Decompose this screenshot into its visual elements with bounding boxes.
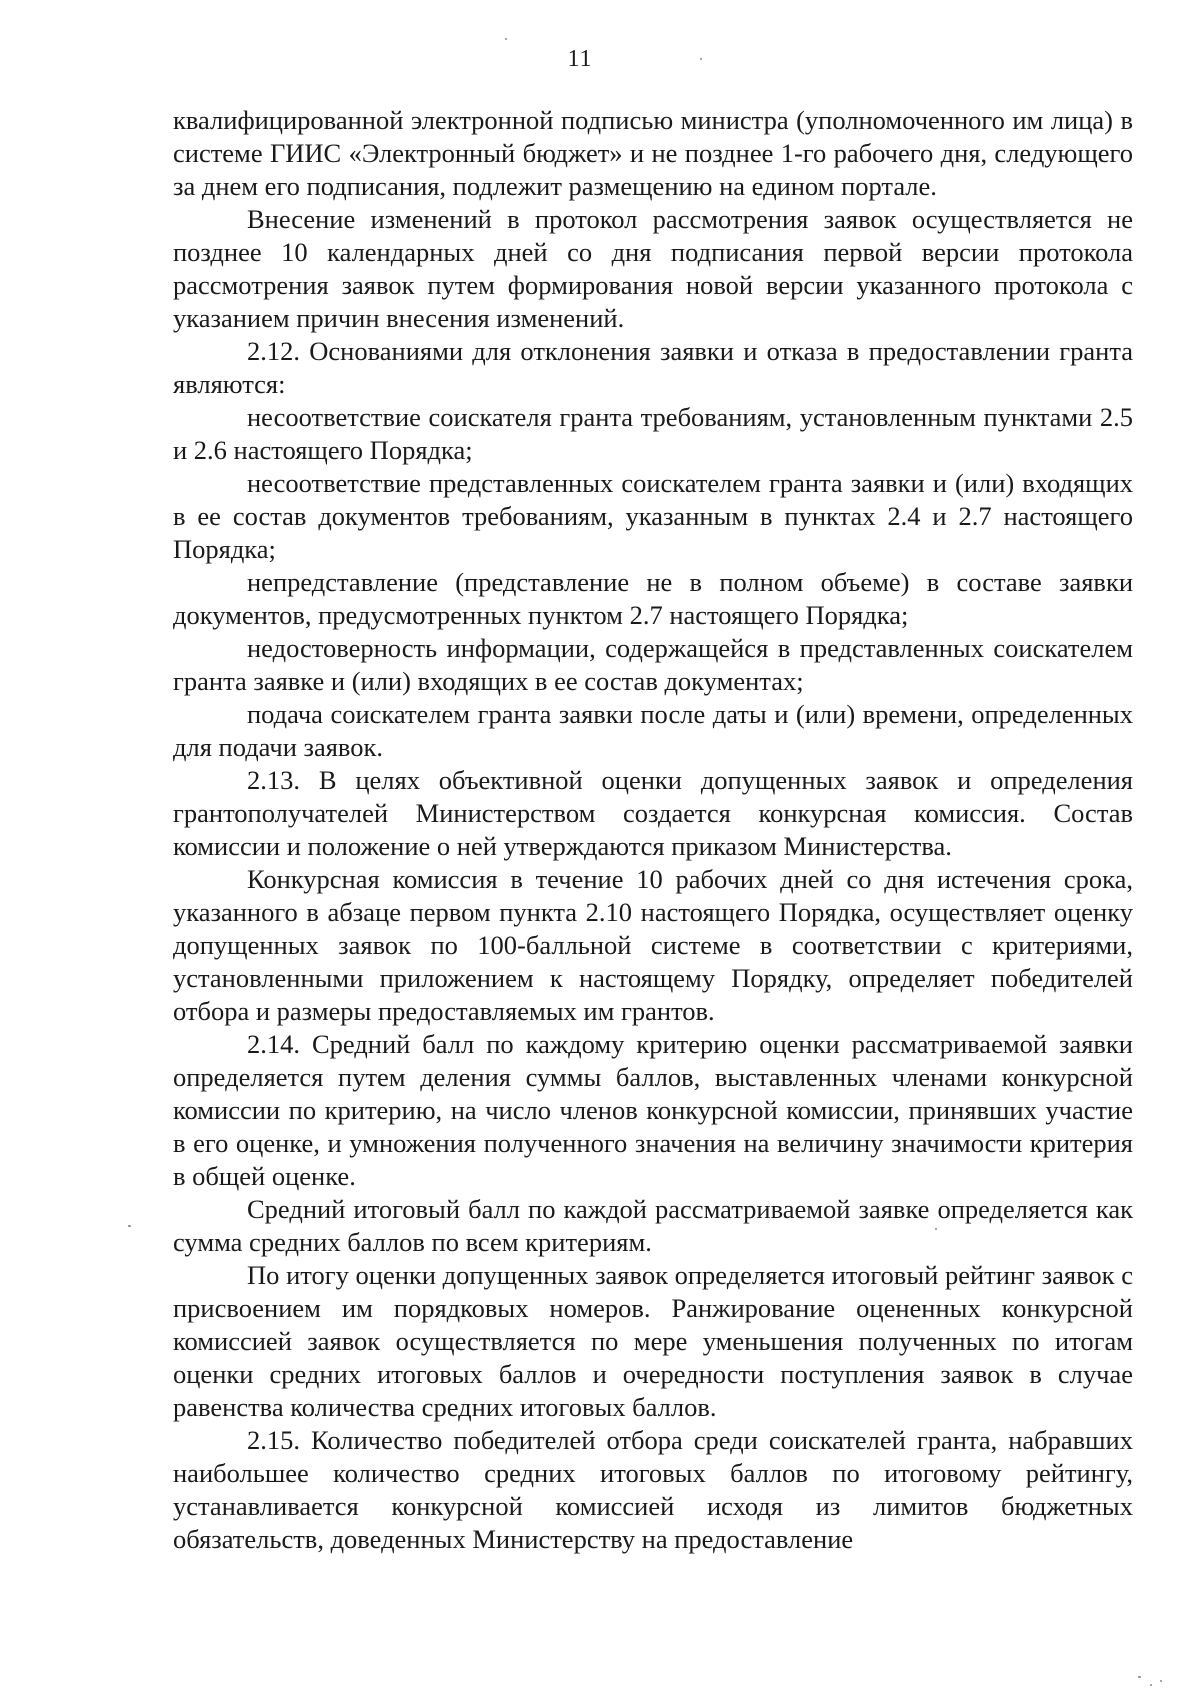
scan-speck <box>1138 1676 1141 1678</box>
paragraph-2-14: 2.14. Средний балл по каждому критерию оценки рассматриваемой заявки определяется путем деления суммы баллов, выставленных членами конкурсной комиссии по критерию, на число членов конкурсной комиссии, принявших участие в его оценке, и умножения полученного значения на величину значимости критерия в общей оценке. <box>173 1029 1133 1191</box>
rejection-ground-3: непредставление (представление не в полном объеме) в составе заявки документов, предусмотренных пунктом 2.7 настоящего Порядка; <box>173 567 1133 630</box>
document-body <box>173 104 1133 1556</box>
paragraph-2-15: 2.15. Количество победителей отбора среди соискателей гранта, набравших наибольшее количество средних итоговых баллов по итоговому рейтингу, устанавливается конкурсной комиссией исходя из лимитов бюджетных обязательств, доведенных Министерству на предоставление <box>173 1425 1133 1554</box>
paragraph-protocol-changes: Внесение изменений в протокол рассмотрения заявок осуществляется не позднее 10 календарных дней со дня подписания первой версии протокола рассмотрения заявок путем формирования новой версии указанного протокола с указанием причин внесения изменений. <box>173 204 1133 333</box>
rejection-ground-5: подача соискателем гранта заявки после даты и (или) времени, определенных для подачи заявок. <box>173 699 1133 762</box>
scan-speck <box>505 38 507 40</box>
rejection-ground-2: несоответствие представленных соискателем гранта заявки и (или) входящих в ее состав документов требованиям, указанным в пунктах 2.4 и 2.7 настоящего Порядка; <box>173 468 1133 564</box>
rejection-ground-4: недостоверность информации, содержащейся в представленных соискателем гранта заявке и (или) входящих в ее состав документах; <box>173 633 1133 696</box>
page-number: 11 <box>567 46 593 72</box>
scan-speck <box>700 58 702 60</box>
paragraph-2-12: 2.12. Основаниями для отклонения заявки и отказа в предоставлении гранта являются: <box>173 336 1133 399</box>
paragraph-average-total-score: Средний итоговый балл по каждой рассматриваемой заявке определяется как сумма средних баллов по всем критериям. <box>173 1194 1133 1257</box>
rejection-ground-1: несоответствие соискателя гранта требованиям, установленным пунктами 2.5 и 2.6 настоящего Порядка; <box>173 402 1133 465</box>
scan-speck <box>1160 1680 1162 1682</box>
paragraph-2-13: 2.13. В целях объективной оценки допущенных заявок и определения грантополучателей Министерством создается конкурсная комиссия. Состав комиссии и положение о ней утверждаются приказом Министерства. <box>173 765 1133 861</box>
paragraph-commission-evaluation: Конкурсная комиссия в течение 10 рабочих дней со дня истечения срока, указанного в абзаце первом пункта 2.10 настоящего Порядка, осуществляет оценку допущенных заявок по 100-балльной системе в соответствии с критериями, установленными приложением к настоящему Порядку, определяет победителей отбора и размеры предоставляемых им грантов. <box>173 864 1133 1026</box>
paragraph-signature-continuation: квалифицированной электронной подписью министра (уполномоченного им лица) в системе ГИИС «Электронный бюджет» и не позднее 1-го рабочего дня, следующего за днем его подписания, подлежит размещению на едином портале. <box>173 105 1133 201</box>
scan-speck <box>935 1228 937 1230</box>
scan-speck <box>1150 1684 1152 1686</box>
paragraph-ranking: По итогу оценки допущенных заявок определяется итоговый рейтинг заявок с присвоением им порядковых номеров. Ранжирование оцененных конкурсной комиссией заявок осуществляется по мере уменьшения полученных по итогам оценки средних итоговых баллов и очередности поступления заявок в случае равенства количества средних итоговых баллов. <box>173 1260 1133 1422</box>
scan-speck <box>128 1225 131 1227</box>
